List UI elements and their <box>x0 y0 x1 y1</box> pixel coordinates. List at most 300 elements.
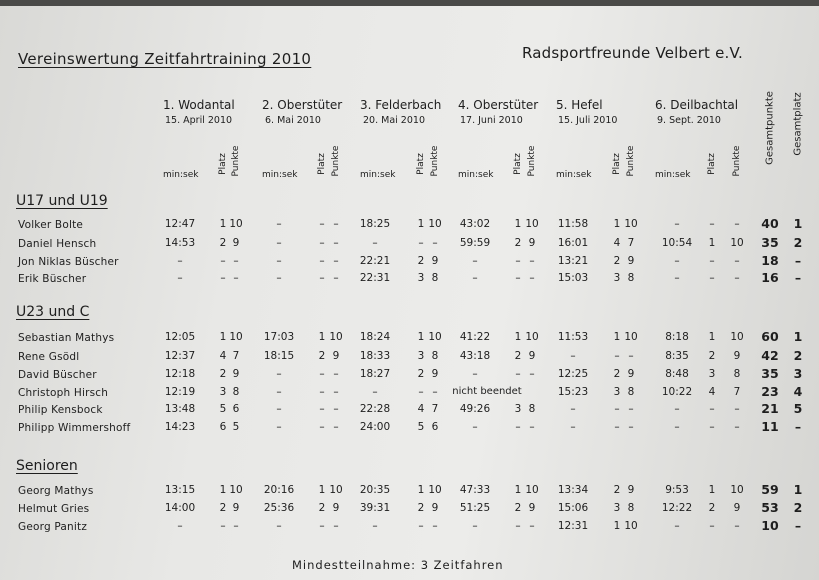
result-place: 3 <box>514 403 522 415</box>
result-place: 1 <box>514 218 522 230</box>
overall-place: – <box>794 253 802 268</box>
col-header-place: Platz <box>218 153 228 175</box>
result-time: – <box>276 368 282 380</box>
result-points: 6 <box>232 403 240 415</box>
rider-name: Philip Kensbock <box>18 404 103 416</box>
result-time: 12:31 <box>557 520 589 532</box>
rider-name: Helmut Gries <box>18 503 90 515</box>
col-header-time: min:sek <box>262 170 298 180</box>
result-time: 20:35 <box>359 484 391 496</box>
result-time: – <box>570 350 576 362</box>
result-time: 47:33 <box>459 484 491 496</box>
result-points: 5 <box>232 421 240 433</box>
col-header-points: Punkte <box>527 145 537 177</box>
result-points: – <box>529 368 535 380</box>
overall-place: – <box>794 518 802 533</box>
rider-name: Christoph Hirsch <box>18 387 109 399</box>
result-time: – <box>674 520 680 532</box>
result-place: 1 <box>318 484 326 496</box>
result-time: 22:31 <box>359 272 391 284</box>
result-points: – <box>628 350 634 362</box>
result-points: 8 <box>431 272 439 284</box>
total-points: 23 <box>761 384 779 399</box>
result-time: 13:15 <box>164 484 196 496</box>
col-header-points: Punkte <box>626 145 636 177</box>
result-time: 15:23 <box>557 386 589 398</box>
result-time: 43:02 <box>459 218 491 230</box>
result-place: 1 <box>219 484 227 496</box>
result-time: 12:47 <box>164 218 196 230</box>
results-sheet <box>0 6 819 580</box>
result-place: 1 <box>514 484 522 496</box>
result-time: – <box>177 272 183 284</box>
result-points: – <box>734 255 740 267</box>
result-place: – <box>709 272 715 284</box>
result-time: 14:00 <box>164 502 196 514</box>
col-header-points: Punkte <box>231 145 241 177</box>
result-points: 10 <box>730 237 744 249</box>
result-points: 9 <box>232 368 240 380</box>
footer-note: Mindestteilnahme: 3 Zeitfahren <box>292 558 504 572</box>
rider-name: Erik Büscher <box>18 273 87 285</box>
result-place: – <box>709 421 715 433</box>
col-header-place: Platz <box>513 153 523 175</box>
result-time: – <box>472 421 478 433</box>
result-time: – <box>276 272 282 284</box>
result-points: 8 <box>627 272 635 284</box>
result-place: 4 <box>613 237 621 249</box>
result-points: 9 <box>627 368 635 380</box>
result-time: nicht beendet <box>452 386 522 397</box>
result-points: 8 <box>431 350 439 362</box>
total-points: 21 <box>761 401 779 416</box>
result-points: 10 <box>730 484 744 496</box>
result-place: 1 <box>417 331 425 343</box>
event-name: 1. Wodantal <box>163 98 235 112</box>
result-points: 9 <box>232 237 240 249</box>
overall-place: 3 <box>793 366 803 381</box>
rider-name: Jon Niklas Büscher <box>18 256 119 268</box>
total-points: 53 <box>761 500 779 515</box>
result-place: 4 <box>708 386 716 398</box>
result-time: 13:48 <box>164 403 196 415</box>
result-points: – <box>529 272 535 284</box>
result-place: 1 <box>219 218 227 230</box>
result-place: 6 <box>219 421 227 433</box>
result-place: 1 <box>708 237 716 249</box>
result-place: – <box>709 520 715 532</box>
col-header-points: Punkte <box>430 145 440 177</box>
result-time: 39:31 <box>359 502 391 514</box>
result-points: 8 <box>528 403 536 415</box>
result-points: 9 <box>332 350 340 362</box>
rider-name: Georg Mathys <box>18 485 94 497</box>
result-points: – <box>628 421 634 433</box>
result-time: 43:18 <box>459 350 491 362</box>
event-name: 5. Hefel <box>556 98 603 112</box>
result-time: 8:35 <box>665 350 689 362</box>
rider-name: Philipp Wimmershoff <box>18 422 131 434</box>
result-points: – <box>333 421 339 433</box>
result-points: 10 <box>229 484 243 496</box>
result-time: 13:21 <box>557 255 589 267</box>
overall-place: 1 <box>793 329 803 344</box>
result-time: 8:48 <box>665 368 689 380</box>
result-points: 10 <box>329 331 343 343</box>
result-time: 49:26 <box>459 403 491 415</box>
result-place: 2 <box>417 502 425 514</box>
group-heading: U17 und U19 <box>16 193 108 209</box>
result-place: 2 <box>613 368 621 380</box>
rider-name: Georg Panitz <box>18 521 88 533</box>
result-place: – <box>614 350 620 362</box>
result-points: 9 <box>431 368 439 380</box>
result-place: 2 <box>613 255 621 267</box>
result-place: 3 <box>417 272 425 284</box>
result-points: – <box>333 368 339 380</box>
rider-name: David Büscher <box>18 369 97 381</box>
result-place: – <box>319 403 325 415</box>
result-place: 2 <box>219 368 227 380</box>
result-points: 10 <box>525 218 539 230</box>
result-place: – <box>709 403 715 415</box>
result-place: – <box>319 386 325 398</box>
result-points: – <box>628 403 634 415</box>
rider-name: Daniel Hensch <box>18 238 97 250</box>
total-points: 60 <box>761 329 779 344</box>
result-points: – <box>333 237 339 249</box>
result-place: – <box>319 368 325 380</box>
result-place: 2 <box>514 350 522 362</box>
result-place: – <box>319 272 325 284</box>
result-time: – <box>372 237 378 249</box>
result-place: 4 <box>417 403 425 415</box>
event-name: 2. Oberstüter <box>262 98 343 112</box>
result-points: 10 <box>329 484 343 496</box>
result-points: – <box>529 520 535 532</box>
result-time: 12:18 <box>164 368 196 380</box>
result-place: 2 <box>417 255 425 267</box>
result-place: 3 <box>613 386 621 398</box>
result-time: 12:05 <box>164 331 196 343</box>
result-time: 18:24 <box>359 331 391 343</box>
result-points: 10 <box>525 331 539 343</box>
event-date: 9. Sept. 2010 <box>657 115 721 126</box>
col-header-overall-place: Gesamtplatz <box>792 92 804 156</box>
result-time: 10:22 <box>661 386 693 398</box>
rider-name: Volker Bolte <box>18 219 84 231</box>
result-time: – <box>177 255 183 267</box>
result-points: 9 <box>627 255 635 267</box>
total-points: 59 <box>761 482 779 497</box>
result-points: – <box>233 520 239 532</box>
result-points: 7 <box>627 237 635 249</box>
result-place: – <box>319 237 325 249</box>
result-time: 11:53 <box>557 331 589 343</box>
result-place: 1 <box>613 331 621 343</box>
result-time: – <box>472 255 478 267</box>
event-date: 15. Juli 2010 <box>558 115 618 126</box>
result-place: 3 <box>613 272 621 284</box>
result-place: 3 <box>708 368 716 380</box>
event-date: 15. April 2010 <box>165 115 233 126</box>
result-place: – <box>515 255 521 267</box>
result-time: 51:25 <box>459 502 491 514</box>
result-place: – <box>515 368 521 380</box>
result-points: 9 <box>528 502 536 514</box>
event-name: 6. Deilbachtal <box>655 98 739 112</box>
rider-name: Rene Gsödl <box>18 351 80 363</box>
result-time: – <box>276 237 282 249</box>
result-place: 2 <box>514 502 522 514</box>
result-time: 9:53 <box>665 484 689 496</box>
result-points: – <box>529 421 535 433</box>
result-points: 10 <box>428 484 442 496</box>
col-header-place: Platz <box>707 153 717 175</box>
result-place: 1 <box>708 484 716 496</box>
event-name: 4. Oberstüter <box>458 98 539 112</box>
result-place: 1 <box>219 331 227 343</box>
overall-place: – <box>794 419 802 434</box>
event-date: 17. Juni 2010 <box>460 115 523 126</box>
result-time: – <box>276 421 282 433</box>
result-points: 6 <box>431 421 439 433</box>
event-date: 20. Mai 2010 <box>363 115 425 126</box>
result-place: 2 <box>318 350 326 362</box>
result-place: 1 <box>708 331 716 343</box>
event-name: 3. Felderbach <box>360 98 442 112</box>
result-time: – <box>276 218 282 230</box>
result-time: 11:58 <box>557 218 589 230</box>
result-place: 1 <box>417 218 425 230</box>
result-place: 1 <box>318 331 326 343</box>
result-points: – <box>734 520 740 532</box>
result-points: 8 <box>232 386 240 398</box>
result-time: – <box>276 520 282 532</box>
result-time: – <box>276 403 282 415</box>
result-place: 1 <box>417 484 425 496</box>
result-time: – <box>472 520 478 532</box>
result-time: 22:28 <box>359 403 391 415</box>
result-time: 41:22 <box>459 331 491 343</box>
result-time: – <box>570 421 576 433</box>
overall-place: 2 <box>793 348 803 363</box>
col-header-time: min:sek <box>655 170 691 180</box>
overall-place: 1 <box>793 216 803 231</box>
overall-place: 5 <box>793 401 803 416</box>
result-points: 9 <box>733 502 741 514</box>
result-points: 9 <box>232 502 240 514</box>
result-points: 10 <box>624 331 638 343</box>
result-place: – <box>220 520 226 532</box>
result-place: – <box>515 520 521 532</box>
result-time: 15:06 <box>557 502 589 514</box>
col-header-time: min:sek <box>458 170 494 180</box>
result-place: 2 <box>219 237 227 249</box>
result-place: 2 <box>417 368 425 380</box>
col-header-place: Platz <box>612 153 622 175</box>
result-place: 1 <box>514 331 522 343</box>
result-place: 2 <box>318 502 326 514</box>
result-points: 8 <box>627 386 635 398</box>
result-points: 9 <box>528 350 536 362</box>
overall-place: 2 <box>793 500 803 515</box>
result-time: 17:03 <box>263 331 295 343</box>
result-points: 10 <box>428 331 442 343</box>
total-points: 35 <box>761 235 779 250</box>
result-points: – <box>734 403 740 415</box>
result-place: 2 <box>613 484 621 496</box>
result-points: 7 <box>733 386 741 398</box>
result-points: 9 <box>431 255 439 267</box>
result-place: – <box>709 218 715 230</box>
group-heading: U23 und C <box>16 304 90 320</box>
result-place: – <box>614 403 620 415</box>
result-time: – <box>372 386 378 398</box>
overall-place: 4 <box>793 384 803 399</box>
result-points: 10 <box>730 331 744 343</box>
result-points: 10 <box>624 520 638 532</box>
result-place: – <box>515 272 521 284</box>
result-points: – <box>734 218 740 230</box>
result-points: – <box>529 255 535 267</box>
overall-place: – <box>794 270 802 285</box>
result-points: 7 <box>232 350 240 362</box>
result-time: – <box>674 272 680 284</box>
result-points: 9 <box>431 502 439 514</box>
total-points: 40 <box>761 216 779 231</box>
col-header-place: Platz <box>416 153 426 175</box>
result-time: 18:27 <box>359 368 391 380</box>
total-points: 10 <box>761 518 779 533</box>
result-time: – <box>177 520 183 532</box>
event-date: 6. Mai 2010 <box>265 115 321 126</box>
result-time: 10:54 <box>661 237 693 249</box>
result-points: 10 <box>229 218 243 230</box>
result-points: – <box>233 272 239 284</box>
group-heading: Senioren <box>16 458 78 474</box>
result-points: – <box>333 403 339 415</box>
result-time: – <box>674 421 680 433</box>
result-place: 1 <box>613 520 621 532</box>
total-points: 18 <box>761 253 779 268</box>
result-place: 3 <box>613 502 621 514</box>
result-time: 18:25 <box>359 218 391 230</box>
result-time: 14:23 <box>164 421 196 433</box>
result-place: – <box>418 237 424 249</box>
result-time: – <box>472 368 478 380</box>
result-place: 5 <box>219 403 227 415</box>
result-points: 10 <box>525 484 539 496</box>
result-time: 12:37 <box>164 350 196 362</box>
result-place: 4 <box>219 350 227 362</box>
col-header-place: Platz <box>317 153 327 175</box>
result-time: – <box>472 272 478 284</box>
result-points: – <box>432 520 438 532</box>
result-place: 5 <box>417 421 425 433</box>
result-time: – <box>674 403 680 415</box>
result-points: – <box>734 421 740 433</box>
col-header-time: min:sek <box>163 170 199 180</box>
result-points: 10 <box>428 218 442 230</box>
result-points: 7 <box>431 403 439 415</box>
result-place: – <box>319 218 325 230</box>
result-points: 9 <box>528 237 536 249</box>
result-place: – <box>319 255 325 267</box>
result-time: 18:33 <box>359 350 391 362</box>
result-time: 14:53 <box>164 237 196 249</box>
result-points: 8 <box>733 368 741 380</box>
overall-place: 1 <box>793 482 803 497</box>
result-points: – <box>333 272 339 284</box>
result-time: – <box>674 218 680 230</box>
col-header-total-points: Gesamtpunkte <box>764 91 776 165</box>
result-time: 24:00 <box>359 421 391 433</box>
result-time: 18:15 <box>263 350 295 362</box>
result-place: – <box>709 255 715 267</box>
result-time: – <box>276 386 282 398</box>
result-place: – <box>515 421 521 433</box>
result-time: 12:25 <box>557 368 589 380</box>
result-points: – <box>333 255 339 267</box>
result-points: 10 <box>624 218 638 230</box>
result-points: – <box>233 255 239 267</box>
result-time: – <box>570 403 576 415</box>
col-header-points: Punkte <box>331 145 341 177</box>
result-place: 3 <box>417 350 425 362</box>
club-name: Radsportfreunde Velbert e.V. <box>522 44 743 62</box>
col-header-time: min:sek <box>360 170 396 180</box>
total-points: 35 <box>761 366 779 381</box>
result-place: 1 <box>613 218 621 230</box>
col-header-points: Punkte <box>732 145 742 177</box>
result-place: 2 <box>219 502 227 514</box>
result-time: – <box>674 255 680 267</box>
total-points: 11 <box>761 419 779 434</box>
result-place: – <box>319 520 325 532</box>
result-place: 3 <box>219 386 227 398</box>
result-time: 12:22 <box>661 502 693 514</box>
result-points: – <box>333 218 339 230</box>
result-place: 2 <box>514 237 522 249</box>
result-place: – <box>220 255 226 267</box>
result-time: – <box>372 520 378 532</box>
result-time: 25:36 <box>263 502 295 514</box>
result-place: 2 <box>708 350 716 362</box>
result-time: 12:19 <box>164 386 196 398</box>
result-points: 9 <box>332 502 340 514</box>
result-points: 9 <box>627 484 635 496</box>
result-time: – <box>276 255 282 267</box>
result-time: 16:01 <box>557 237 589 249</box>
total-points: 16 <box>761 270 779 285</box>
result-place: – <box>418 386 424 398</box>
result-points: – <box>333 520 339 532</box>
result-points: – <box>734 272 740 284</box>
result-points: – <box>432 386 438 398</box>
total-points: 42 <box>761 348 779 363</box>
result-points: 10 <box>229 331 243 343</box>
col-header-time: min:sek <box>556 170 592 180</box>
result-place: – <box>418 520 424 532</box>
result-points: 9 <box>733 350 741 362</box>
result-place: – <box>319 421 325 433</box>
result-points: – <box>432 237 438 249</box>
overall-place: 2 <box>793 235 803 250</box>
result-time: 22:21 <box>359 255 391 267</box>
result-points: – <box>333 386 339 398</box>
result-place: – <box>220 272 226 284</box>
